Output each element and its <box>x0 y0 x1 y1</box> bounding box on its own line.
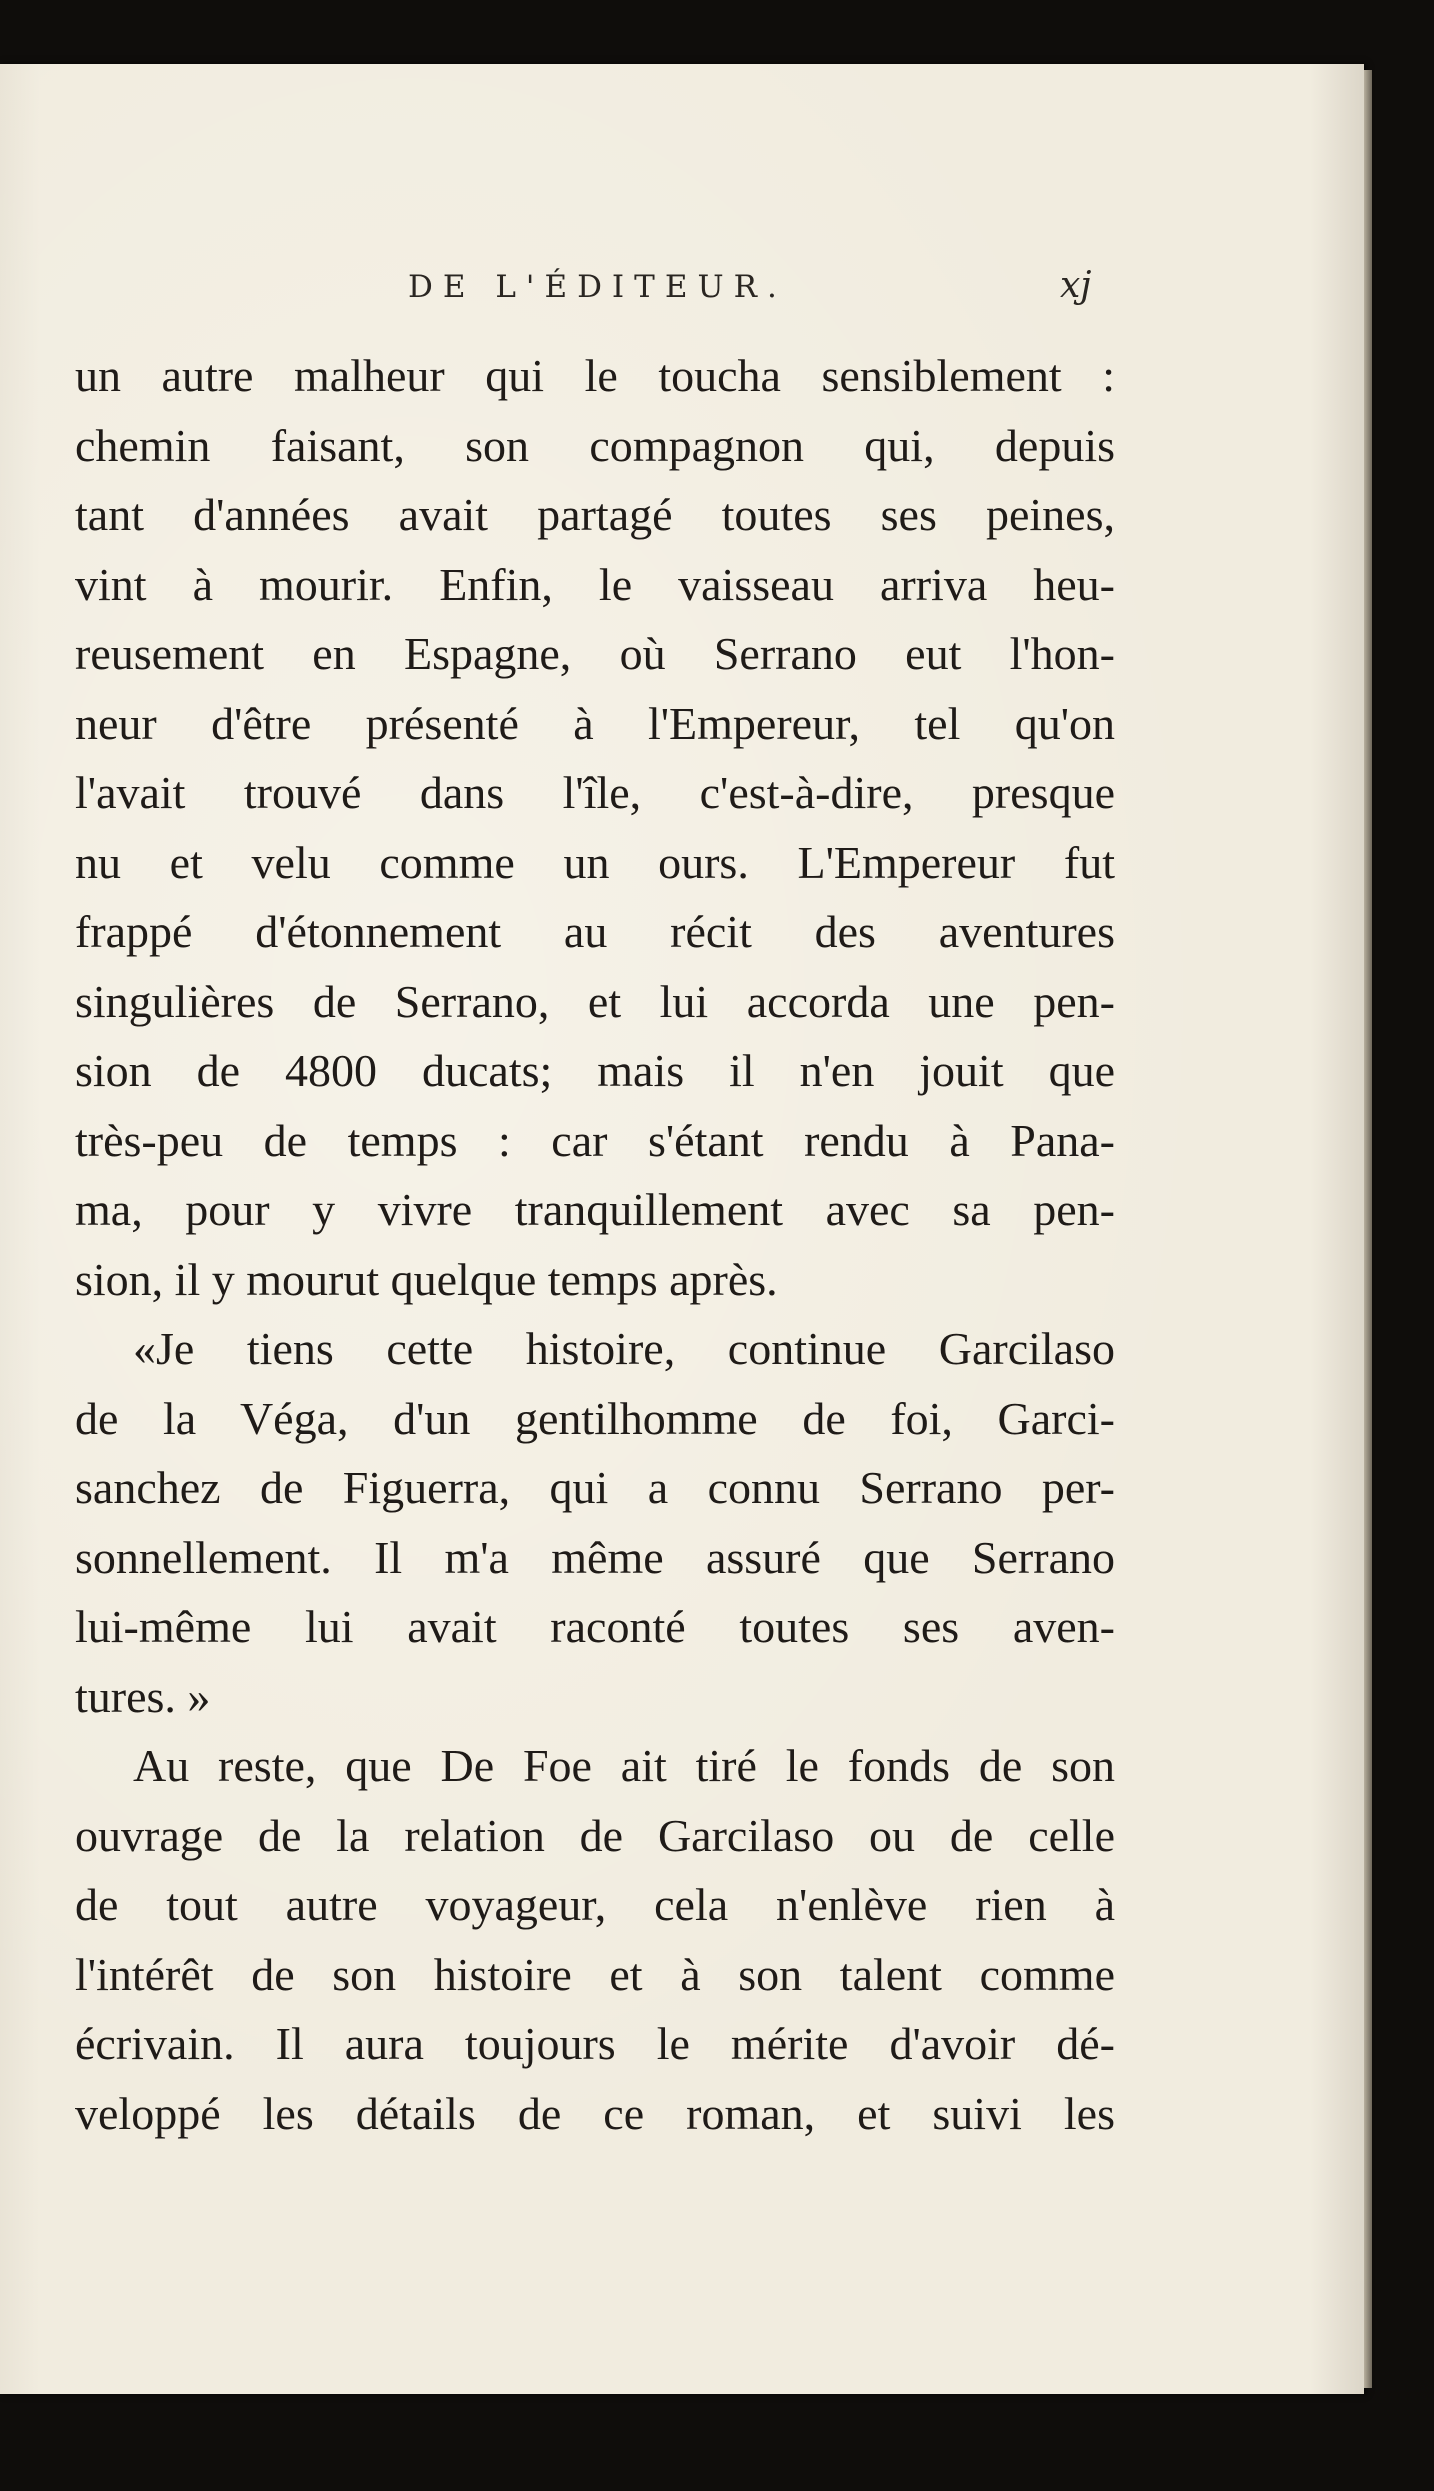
text-line: neur d'être présenté à l'Empereur, tel qu'on <box>75 697 1115 749</box>
text-line: ma, pour y vivre tranquillement avec sa pen- <box>75 1184 1115 1235</box>
text-line: un autre malheur qui le toucha sensiblement : <box>75 350 1115 401</box>
text-line: l'avait trouvé dans l'île, c'est-à-dire, presque <box>75 767 1115 818</box>
text-line: veloppé les détails de ce roman, et suivi les <box>75 2087 1115 2139</box>
text-line: sion de 4800 ducats; mais il n'en jouit que <box>75 1045 1115 1096</box>
running-head <box>0 259 1364 319</box>
paper-page <box>0 64 1364 2394</box>
text-line: sion, il y mourut quelque temps après. <box>75 1253 778 1305</box>
text-line: singulières de Serrano, et lui accorda une pen- <box>75 975 1115 1027</box>
text-line: Au reste, que De Foe ait tiré le fonds de son <box>133 1740 1115 1791</box>
text-line: frappé d'étonnement au récit des aventures <box>75 906 1115 957</box>
text-line: écrivain. Il aura toujours le mérite d'avoir dé- <box>75 2018 1115 2069</box>
text-line: de la Véga, d'un gentilhomme de foi, Garci- <box>75 1392 1115 1444</box>
text-line: sonnellement. Il m'a même assuré que Serrano <box>75 1531 1115 1583</box>
text-line: vint à mourir. Enfin, le vaisseau arriva heu- <box>75 558 1115 610</box>
text-line: reusement en Espagne, où Serrano eut l'hon- <box>75 628 1115 679</box>
text-line: tures. » <box>75 1670 211 1722</box>
text-line: tant d'années avait partagé toutes ses peines, <box>75 489 1115 540</box>
text-line: l'intérêt de son histoire et à son talent comme <box>75 1948 1115 2000</box>
body-text <box>75 341 1115 2148</box>
text-line: nu et velu comme un ours. L'Empereur fut <box>75 836 1115 888</box>
text-line: chemin faisant, son compagnon qui, depuis <box>75 419 1115 471</box>
text-line: «Je tiens cette histoire, continue Garcilaso <box>133 1323 1115 1374</box>
text-line: sanchez de Figuerra, qui a connu Serrano per- <box>75 1462 1115 1513</box>
page-number: xj <box>1060 265 1092 306</box>
text-line: très-peu de temps : car s'étant rendu à Pana- <box>75 1114 1115 1166</box>
text-line: lui-même lui avait raconté toutes ses aven- <box>75 1601 1115 1652</box>
page-edge <box>1364 70 1372 2388</box>
text-line: ouvrage de la relation de Garcilaso ou de celle <box>75 1809 1115 1861</box>
running-head-title: DE L'ÉDITEUR. <box>408 269 787 305</box>
text-line: de tout autre voyageur, cela n'enlève rien à <box>75 1879 1115 1930</box>
